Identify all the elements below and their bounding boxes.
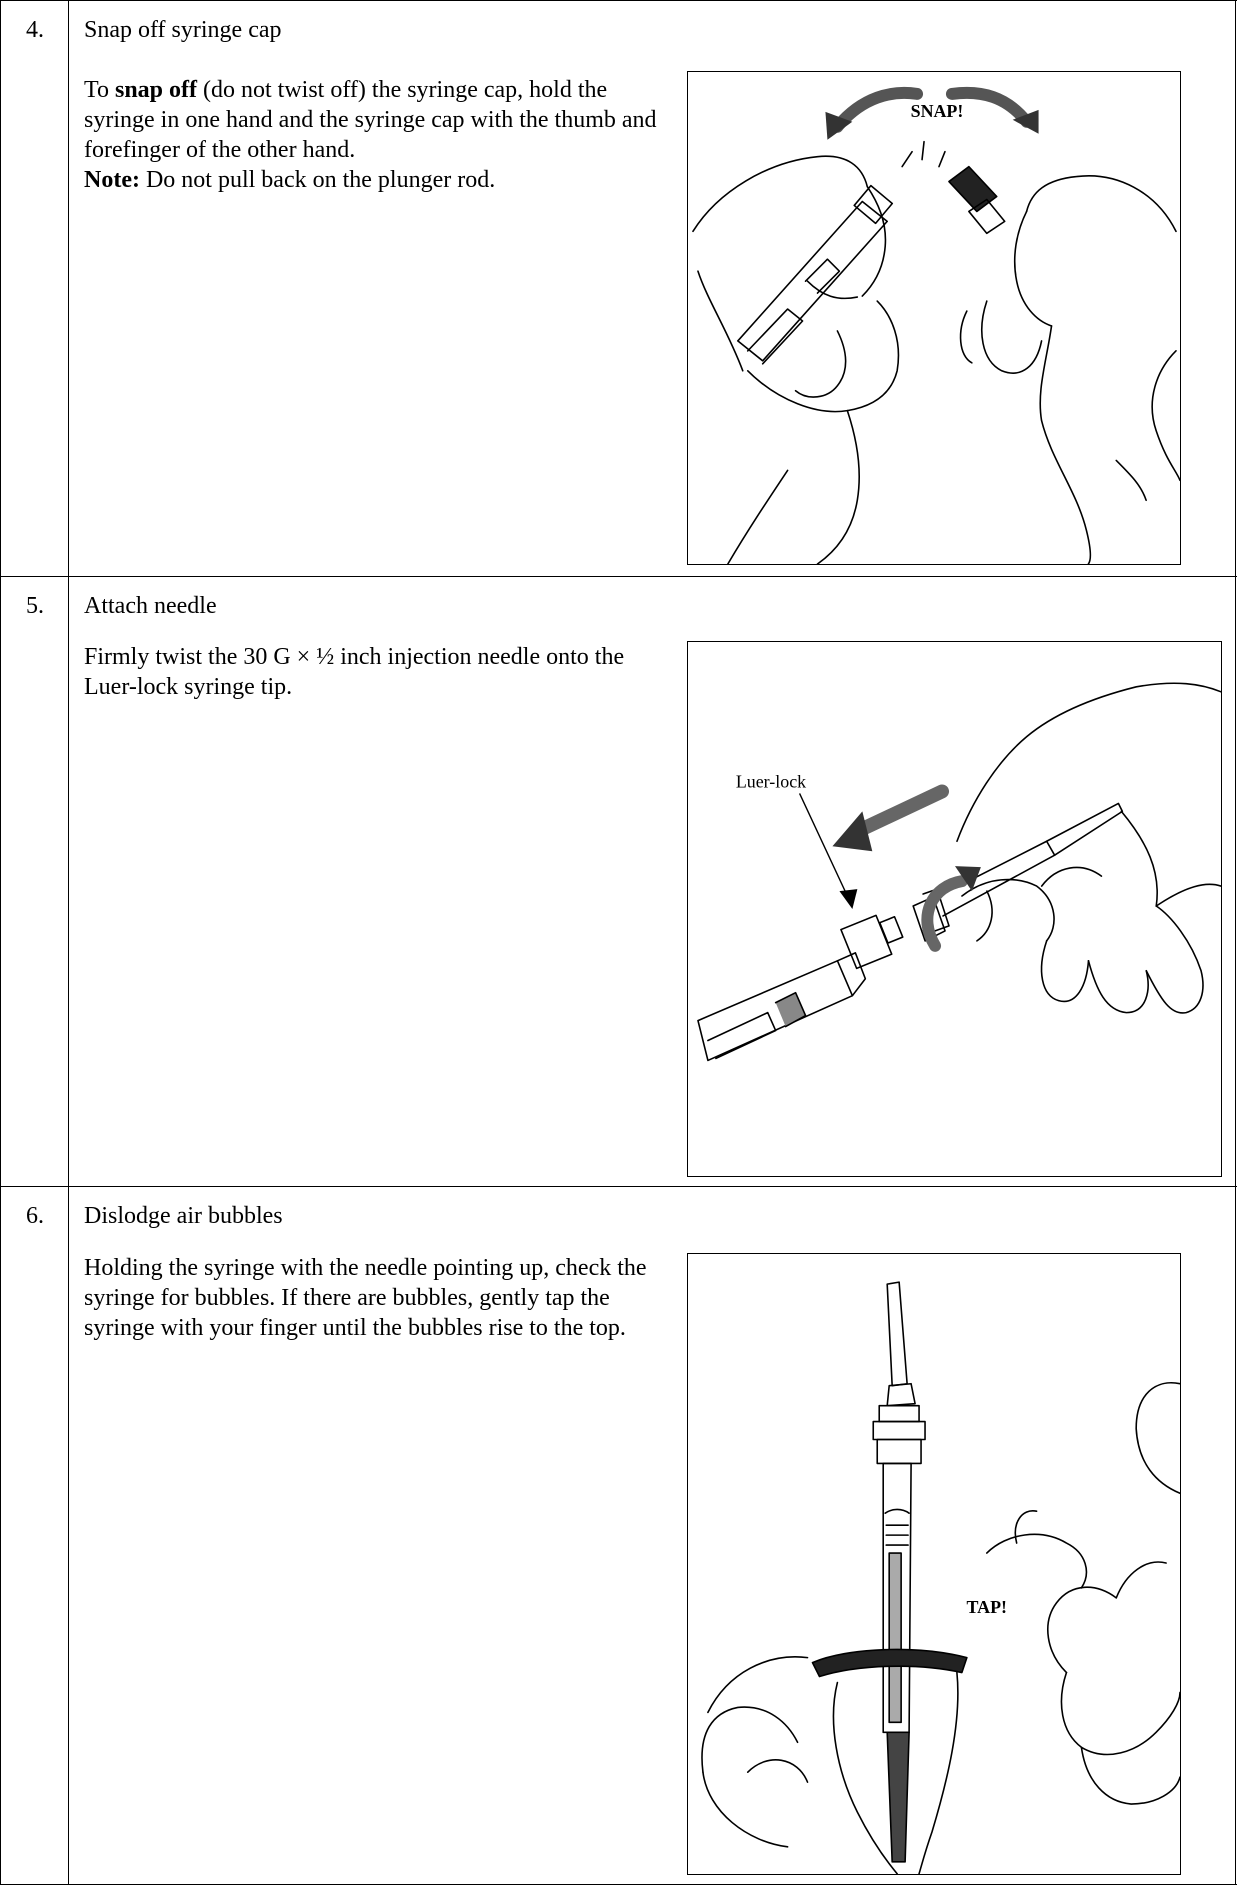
dislodge-bubbles-illustration [688,1254,1180,1874]
step-number: 4. [26,17,44,43]
step-number: 5. [26,593,44,619]
step-instructions: Firmly twist the 30 G × ½ inch injection needle onto the Luer-lock syringe tip. [84,644,625,700]
step-row-4 [1,0,1237,576]
emphasis-snap-off: snap off [114,77,198,103]
figure-snap-off-cap [687,71,1181,565]
step-row-5 [1,576,1237,1186]
figure-attach-needle [687,641,1222,1177]
step-title: Dislodge air bubbles [84,1203,283,1229]
step-number-cell [1,577,69,1186]
figure-dislodge-bubbles [687,1253,1181,1875]
snap-cap-illustration [688,72,1180,564]
step-instructions: Holding the syringe with the needle pointing up, check the syringe for bubbles. If there are bubbles, gently tap the syringe with your finger until the bubbles rise to the top. [84,1255,647,1341]
figure-label: SNAP! [910,100,964,121]
step-title: Snap off syringe cap [84,17,282,43]
step-number-cell [1,1187,69,1884]
step-instructions: To snap off (do not twist off) the syringe cap, hold the syringe in one hand and the syringe cap with the thumb and forefinger of the other hand. Note: Do not pull back on the plunger rod. [84,77,657,193]
note-label: Note: [84,167,140,193]
figure-label: Luer-lock [735,771,807,792]
step-number: 6. [26,1203,44,1229]
step-row-6 [1,1186,1237,1885]
attach-needle-illustration [688,642,1221,1176]
step-number-cell [1,1,69,576]
figure-label: TAP! [966,1596,1008,1617]
step-title: Attach needle [84,593,217,619]
